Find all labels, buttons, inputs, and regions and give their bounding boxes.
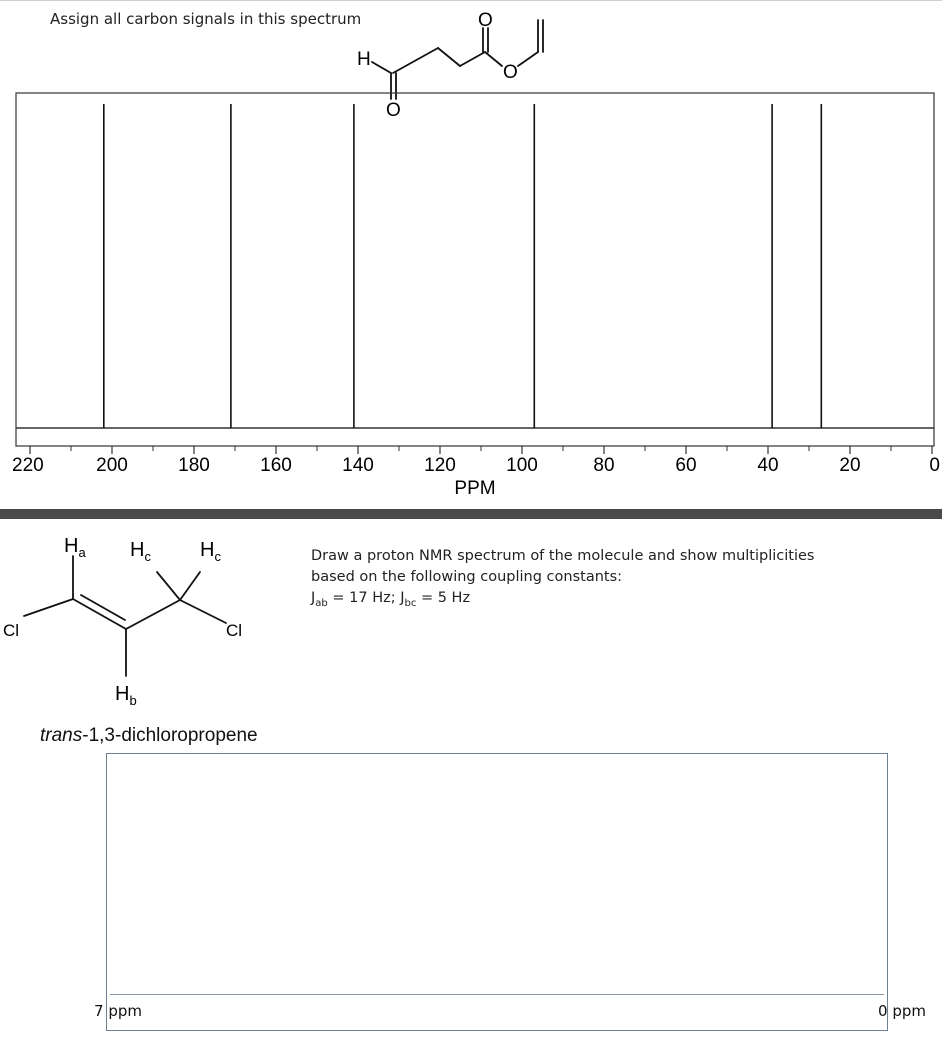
- prompt-line-1: Draw a proton NMR spectrum of the molecule and show multiplicities: [311, 548, 815, 564]
- atom-cl-1: Cl: [3, 621, 20, 640]
- bond-c3-hc1: [157, 572, 180, 600]
- x-axis-label: PPM: [454, 478, 496, 499]
- bond-c3-hc2: [180, 572, 200, 600]
- tick-label-40: 40: [757, 455, 779, 476]
- tick-label-100: 100: [506, 455, 538, 476]
- tick-label-0: 0: [929, 455, 940, 476]
- question1-prompt: Assign all carbon signals in this spectrum: [50, 10, 362, 28]
- atom-ha: $H_a$: [64, 535, 86, 560]
- tick-label-140: 140: [342, 455, 374, 476]
- tick-label-180: 180: [178, 455, 210, 476]
- c13-spectrum: [0, 88, 942, 508]
- question2-prompt: [311, 546, 814, 614]
- atom-hc-2: $H_c$: [200, 539, 221, 564]
- tick-label-200: 200: [96, 455, 128, 476]
- tick-label-80: 80: [593, 455, 615, 476]
- answer-box-baseline: [110, 994, 884, 995]
- coupling-constants: $J_{ab} = 17$ Hz; $J_{bc} = 5$ Hz: [311, 590, 471, 609]
- bond-o-vinyl: [518, 52, 538, 66]
- atom-cl-2: Cl: [226, 621, 243, 640]
- bond-h-c1: [372, 62, 391, 73]
- answer-drawing-box[interactable]: [106, 753, 888, 1031]
- tick-label-160: 160: [260, 455, 292, 476]
- bond-c2-c3: [438, 48, 460, 66]
- molecule-name: trans-1,3-dichloropropene: [40, 725, 258, 746]
- atom-hc-1: $H_c$: [130, 539, 151, 564]
- axis-right-label: 0 ppm: [878, 1002, 926, 1020]
- atom-o-carbonyl: O: [478, 10, 493, 31]
- bond-c1-c2: [393, 48, 438, 73]
- prompt-line-2: based on the following coupling constants:: [311, 569, 623, 585]
- spectrum-frame: [16, 93, 934, 446]
- bond-cl-c1: [24, 599, 73, 616]
- tick-label-20: 20: [839, 455, 861, 476]
- axis-left-label: 7 ppm: [94, 1002, 142, 1020]
- top-edge-line: [0, 0, 942, 1]
- atom-h: H: [357, 49, 371, 70]
- atom-o-aldehyde: O: [386, 100, 401, 118]
- bond-c3-c4: [460, 52, 485, 66]
- atom-o-ester: O: [503, 62, 518, 83]
- atom-hb: $H_b$: [115, 683, 137, 708]
- bond-c4-o-ester: [485, 52, 502, 66]
- section-divider: [0, 509, 942, 519]
- dichloropropene-molecule: [0, 530, 280, 715]
- bond-c1-c2-a: [73, 599, 126, 629]
- tick-label-220: 220: [12, 455, 44, 476]
- tick-label-120: 120: [424, 455, 456, 476]
- bond-c3-cl: [180, 600, 226, 623]
- tick-label-60: 60: [675, 455, 697, 476]
- bond-c2-c3: [126, 600, 180, 629]
